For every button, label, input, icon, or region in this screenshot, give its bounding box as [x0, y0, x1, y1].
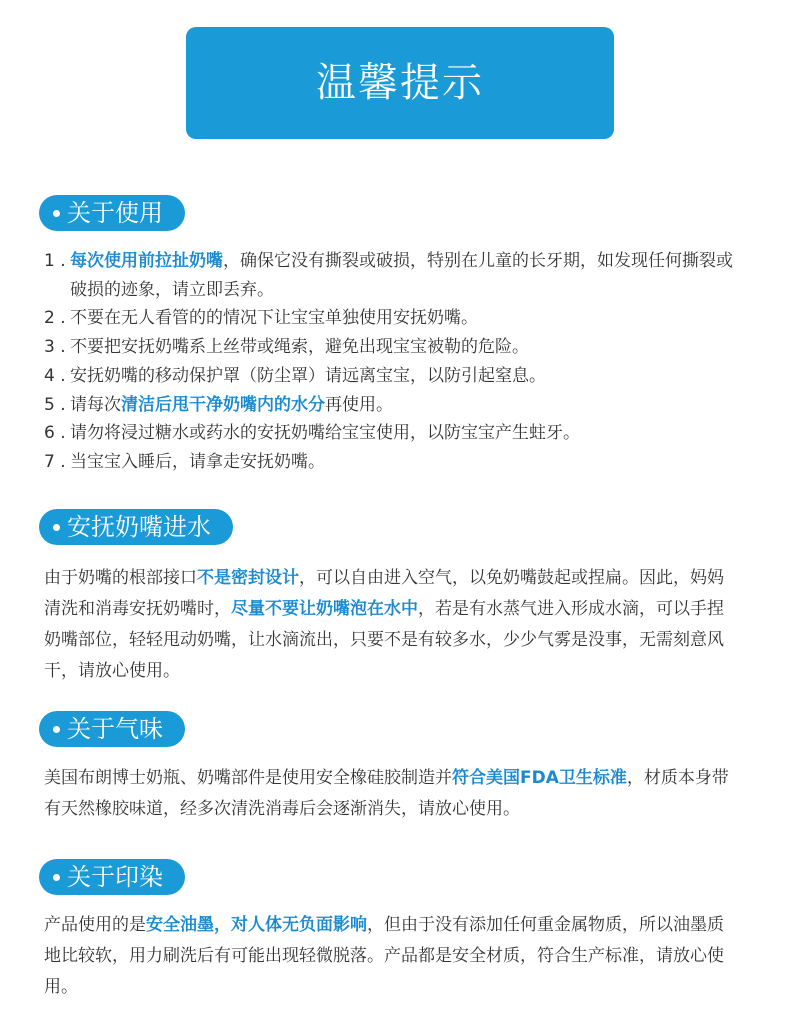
printing-paragraph	[44, 910, 734, 1003]
list-item	[44, 419, 734, 448]
list-item-number: 1 .	[44, 251, 66, 271]
section-heading-label: 关于气味	[67, 715, 163, 743]
list-item-text	[70, 391, 734, 420]
list-item	[44, 362, 734, 391]
highlight-text: 符合美国FDA卫生标准	[452, 768, 627, 788]
list-item	[44, 448, 734, 477]
list-item-number: 3 .	[44, 337, 66, 358]
page-title: 温馨提示	[186, 27, 614, 139]
body-text: ，但由于没有添加任何重金属物质，所以油墨质地比较软，用力刷洗后有可能出现轻微脱落。产品都是安全材质，符合生产标准，请放心使用。	[44, 915, 724, 997]
body-text: ，若是有水蒸气进入形成水滴，可以手捏奶嘴部位，轻轻甩动奶嘴，让水滴流出，只要不是有较多水，少少气雾是没事，无需刻意风干，请放心使用。	[44, 599, 724, 681]
list-item	[44, 247, 734, 304]
section-heading-label: 安抚奶嘴进水	[67, 513, 211, 541]
body-text: 美国布朗博士奶瓶、奶嘴部件是使用安全橡硅胶制造并	[44, 768, 452, 788]
list-item	[44, 391, 734, 420]
odor-paragraph	[44, 763, 734, 825]
body-text: 产品使用的是	[44, 915, 146, 935]
bullet-dot-icon	[53, 524, 60, 531]
water-paragraph	[44, 563, 734, 687]
usage-list	[44, 247, 734, 477]
bullet-dot-icon	[53, 874, 60, 881]
section-heading-water	[39, 509, 233, 545]
body-text: 请勿将浸过糖水或药水的安抚奶嘴给宝宝使用，以防宝宝产生蛀牙。	[70, 423, 580, 444]
body-text: ，可以自由进入空气，以免奶嘴鼓起或捏扁。因此，妈妈清洗和消毒安抚奶嘴时，	[44, 568, 724, 619]
body-text: 当宝宝入睡后，请拿走安抚奶嘴。	[70, 451, 325, 472]
list-item-text	[70, 362, 734, 391]
section-heading-odor	[39, 711, 185, 747]
list-item-text	[70, 304, 734, 333]
body-text: 安抚奶嘴的移动保护罩（防尘罩）请远离宝宝，以防引起窒息。	[70, 365, 546, 386]
highlight-text: 尽量不要让奶嘴泡在水中	[231, 599, 418, 619]
list-item-number: 6 .	[44, 423, 66, 444]
highlight-text: 每次使用前拉扯奶嘴	[70, 251, 223, 271]
body-text: 不要把安抚奶嘴系上丝带或绳索，避免出现宝宝被勒的危险。	[70, 337, 529, 358]
list-item-number: 7 .	[44, 451, 66, 472]
body-text: 由于奶嘴的根部接口	[44, 568, 197, 588]
list-item-text	[70, 419, 734, 448]
highlight-text: 安全油墨，对人体无负面影响	[146, 915, 367, 935]
odor-section-body	[44, 763, 734, 825]
list-item-number: 4 .	[44, 365, 66, 386]
list-item-number: 2 .	[44, 308, 66, 329]
highlight-text: 清洁后甩干净奶嘴内的水分	[121, 394, 325, 415]
body-text: ，确保它没有撕裂或破损，特别在儿童的长牙期，如发现任何撕裂或破损的迹象，请立即丢弃。	[70, 251, 733, 300]
section-heading-printing	[39, 859, 185, 895]
body-text: 请每次	[70, 394, 121, 415]
printing-section-body	[44, 910, 734, 1003]
bullet-dot-icon	[53, 726, 60, 733]
highlight-text: 不是密封设计	[197, 568, 299, 588]
section-heading-usage	[39, 195, 185, 231]
body-text: ，材质本身带有天然橡胶味道，经多次清洗消毒后会逐渐消失，请放心使用。	[44, 768, 729, 819]
list-item-text	[70, 448, 734, 477]
list-item	[44, 304, 734, 333]
list-item-number: 5 .	[44, 394, 66, 415]
section-heading-label: 关于使用	[67, 199, 163, 227]
list-item	[44, 333, 734, 362]
body-text: 不要在无人看管的的情况下让宝宝单独使用安抚奶嘴。	[70, 308, 478, 329]
body-text: 再使用。	[325, 394, 393, 415]
list-item-text	[70, 333, 734, 362]
list-item-text	[70, 247, 734, 304]
water-section-body	[44, 563, 734, 687]
bullet-dot-icon	[53, 210, 60, 217]
section-heading-label: 关于印染	[67, 863, 163, 891]
